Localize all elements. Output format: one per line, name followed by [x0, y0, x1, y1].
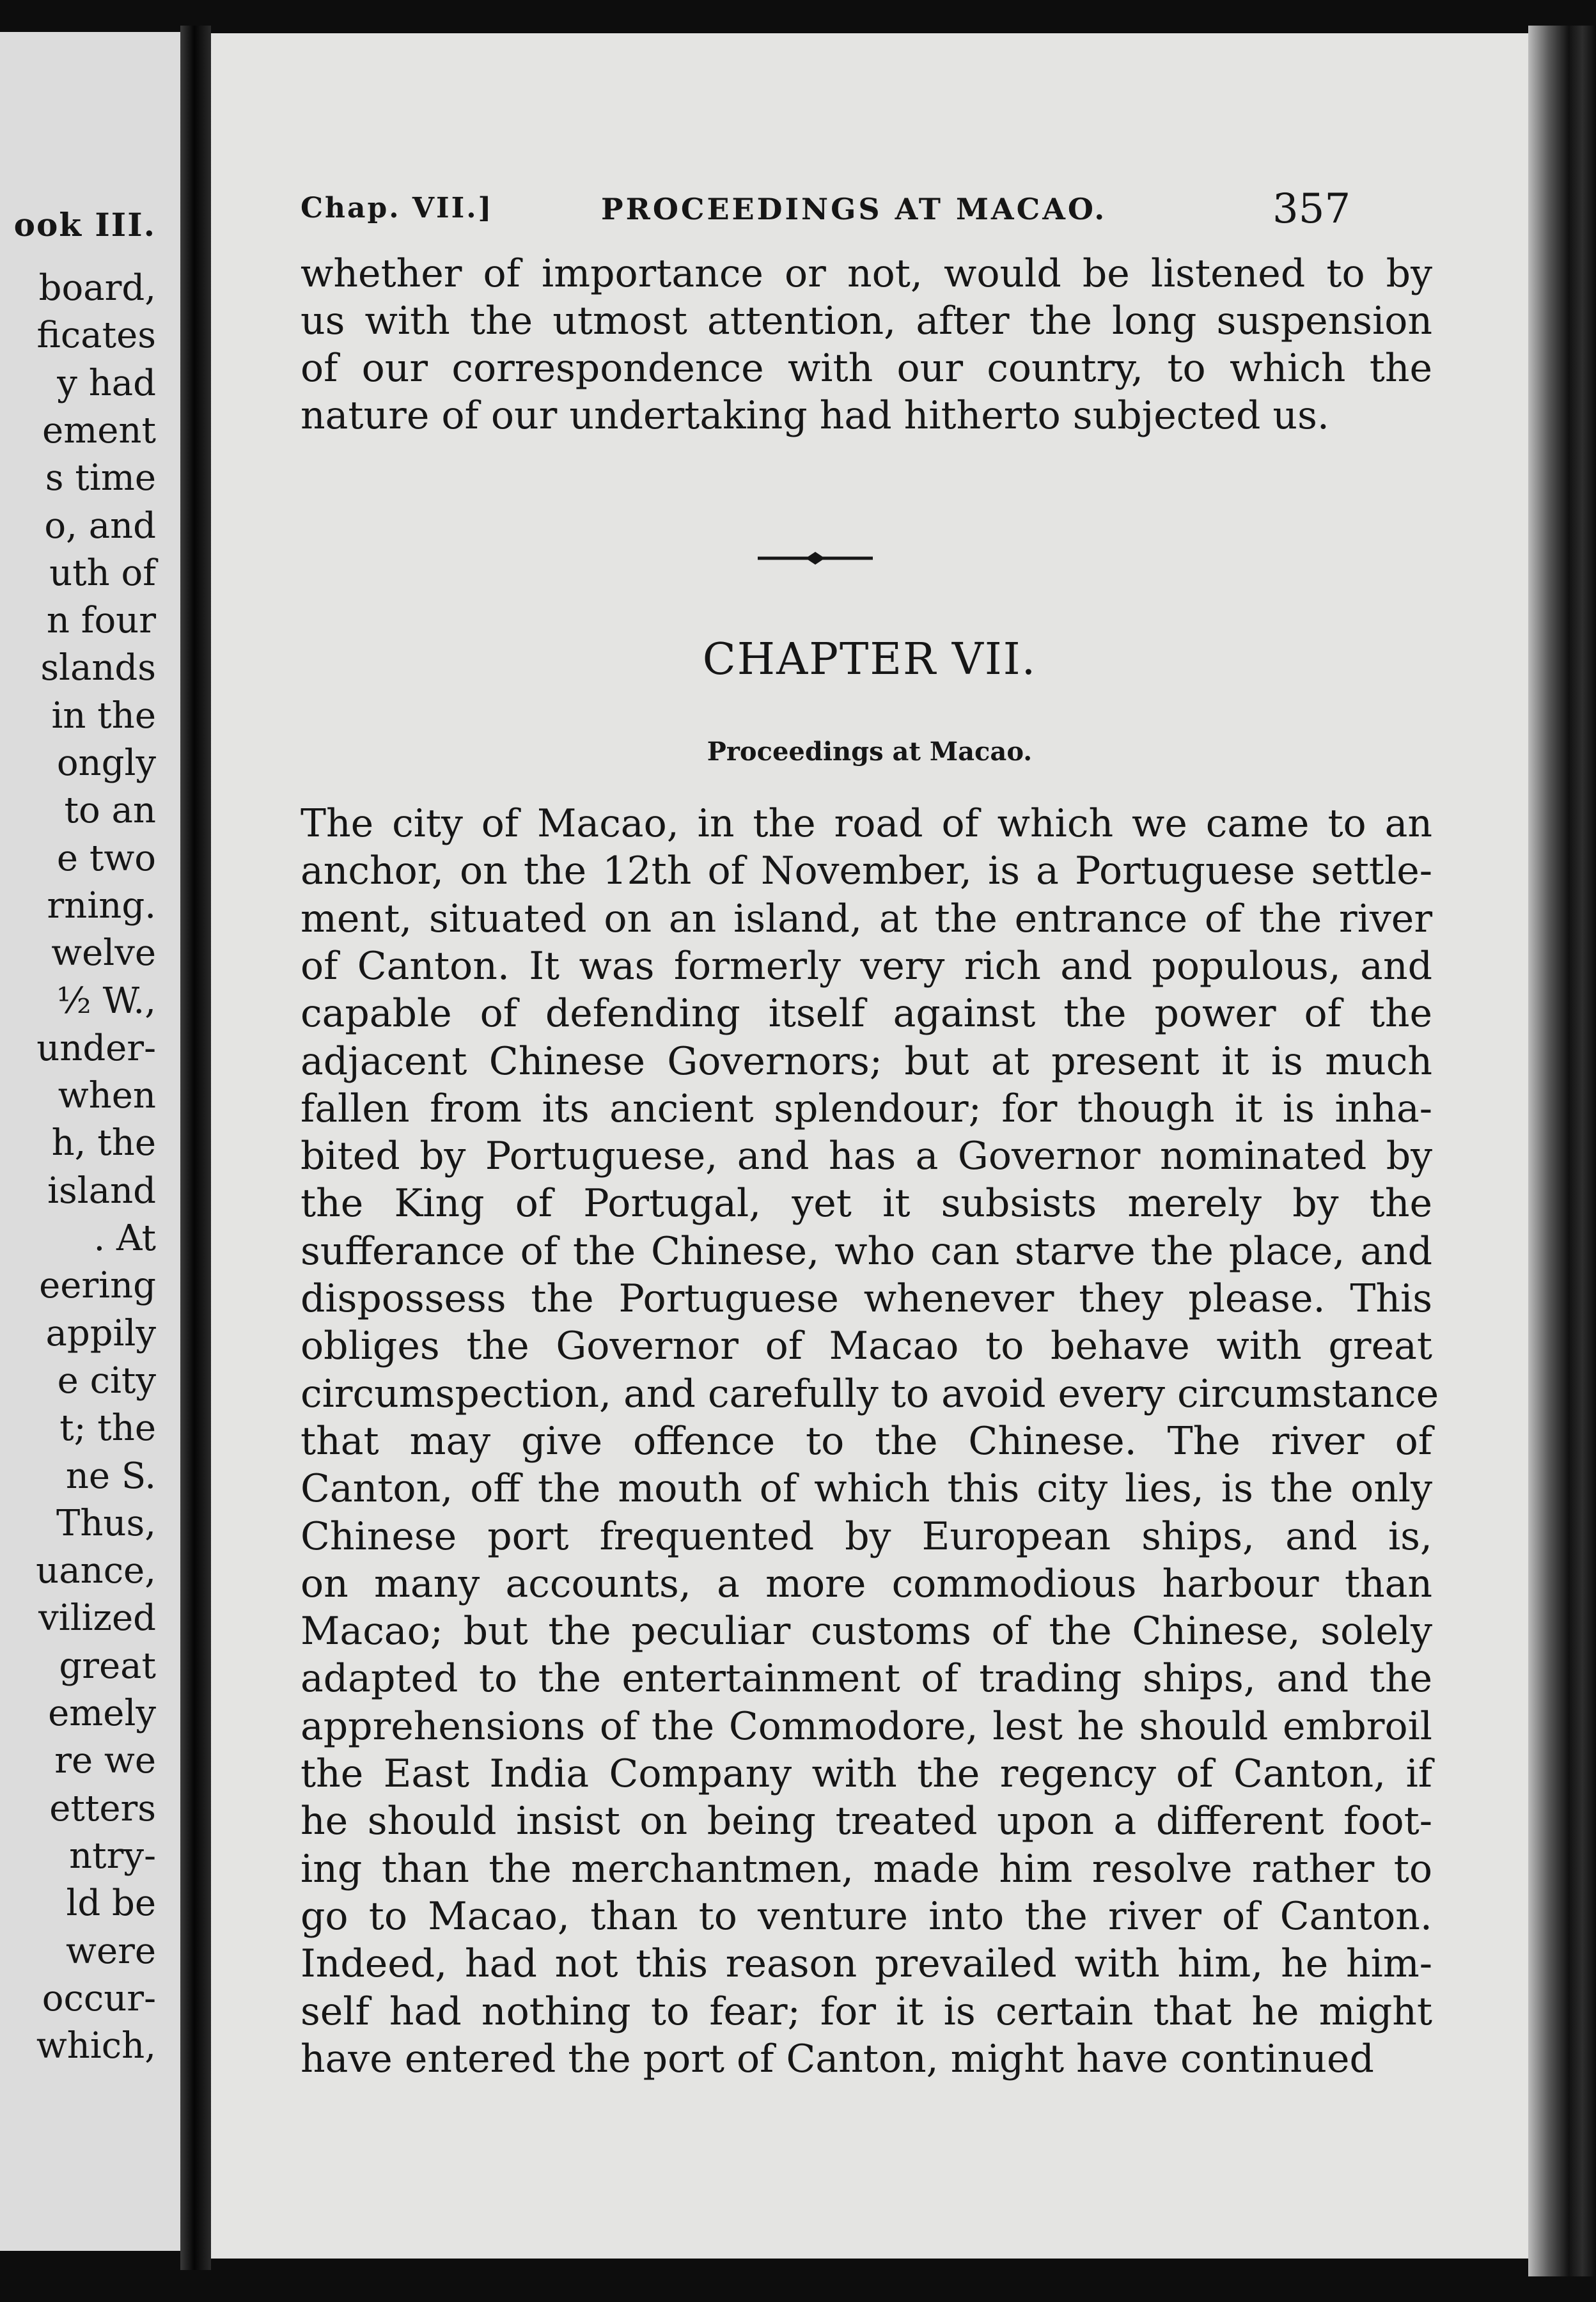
left-page-line: s time [45, 457, 156, 499]
chapter-reference: Chap. VII.] [301, 192, 494, 224]
text-line: of Canton. It was formerly very rich and populous, and [301, 943, 1432, 989]
left-page-line: n four [46, 600, 156, 642]
left-page-line: e two [56, 837, 156, 879]
text-line: circumspection, and carefully to avoid every circumstance [301, 1371, 1439, 1416]
left-page-line: e city [57, 1359, 156, 1402]
text-line: obliges the Governor of Macao to behave with great [301, 1324, 1432, 1369]
left-page-line: uth of [49, 552, 156, 594]
text-line: capable of defending itself against the power of the [301, 991, 1432, 1037]
left-page-line: . At [93, 1218, 156, 1259]
left-page-line: y had [57, 362, 156, 404]
text-line: nature of our undertaking had hitherto subjected us. [301, 393, 1329, 438]
left-page-line: in the [51, 694, 156, 737]
text-line: Macao; but the peculiar customs of the Chinese, solely [301, 1609, 1432, 1654]
text-line: he should insist on being treated upon a different foot- [301, 1799, 1432, 1844]
text-line: Chinese port frequented by European ships, and is, [301, 1514, 1432, 1559]
text-line: have entered the port of Canton, might have continued [301, 2036, 1374, 2081]
text-line: adapted to the entertainment of trading ships, and the [301, 1656, 1432, 1702]
left-page-line: re we [54, 1740, 156, 1782]
left-page-line: great [59, 1645, 156, 1687]
chapter-heading: CHAPTER VII. [702, 634, 1037, 685]
text-line: self had nothing to fear; for it is certain that he might [301, 1989, 1432, 2034]
left-page-line: ongly [56, 742, 156, 784]
left-page-line: rning. [47, 884, 156, 927]
text-line: ing than the merchantmen, made him resolve rather to [301, 1846, 1432, 1891]
text-line: The city of Macao, in the road of which we came to an [301, 801, 1432, 846]
text-line: that may give offence to the Chinese. The river of [301, 1418, 1432, 1464]
book-gutter [180, 26, 211, 2270]
text-line: ment, situated on an island, at the entrance of the river [301, 896, 1432, 941]
left-page-header: ook III. [13, 206, 156, 244]
left-page-line: uance, [36, 1550, 156, 1592]
running-header [211, 185, 1528, 237]
text-line: go to Macao, than to venture into the river of Canton. [301, 1893, 1432, 1939]
left-page-line: vilized [38, 1597, 156, 1640]
left-page-line: slands [40, 647, 156, 689]
left-page-line: were [66, 1930, 156, 1972]
left-page-line: which, [36, 2025, 156, 2067]
text-line: anchor, on the 12th of November, is a Portuguese settle- [301, 849, 1432, 894]
left-page-line: welve [51, 932, 156, 975]
page-number: 357 [1272, 185, 1351, 233]
text-line: dispossess the Portuguese whenever they please. This [301, 1276, 1432, 1321]
page-edge-shadow [1528, 26, 1596, 2276]
left-page-line: etters [49, 1787, 156, 1829]
text-line: on many accounts, a more commodious harbour than [301, 1561, 1432, 1606]
section-divider-ornament [758, 550, 873, 567]
text-line: bited by Portuguese, and has a Governor nominated by [301, 1134, 1432, 1179]
text-line: Canton, off the mouth of which this city lies, is the only [301, 1466, 1432, 1512]
text-line: adjacent Chinese Governors; but at present it is much [301, 1038, 1432, 1084]
left-page-line: to an [64, 790, 156, 832]
left-page-line: ficates [36, 315, 156, 357]
left-page-line: under- [36, 1027, 156, 1069]
text-line: of our correspondence with our country, to which the [301, 346, 1432, 391]
left-page-line: appily [45, 1312, 156, 1354]
book-page [211, 33, 1528, 2259]
left-page-line: ntry- [69, 1835, 156, 1877]
chapter-subtitle: Proceedings at Macao. [707, 737, 1033, 767]
left-page-line: emely [48, 1693, 156, 1734]
running-title: PROCEEDINGS AT MACAO. [601, 192, 1107, 226]
left-page-line: t; the [59, 1407, 156, 1450]
left-page-line: island [47, 1170, 156, 1212]
text-line: Indeed, had not this reason prevailed with him, he him- [301, 1941, 1432, 1987]
text-line: us with the utmost attention, after the long suspension [301, 299, 1432, 343]
left-page-line: when [58, 1075, 156, 1117]
left-page-line: o, and [44, 505, 156, 547]
left-page-line: h, the [51, 1122, 156, 1164]
left-page-line: Thus, [56, 1502, 156, 1544]
left-facing-page [0, 32, 180, 2251]
text-line: whether of importance or not, would be listened to by [301, 251, 1432, 296]
left-page-line: ½ W., [56, 980, 156, 1022]
left-page-line: eering [39, 1265, 156, 1307]
left-page-line: ne S. [65, 1455, 156, 1497]
text-line: apprehensions of the Commodore, lest he should embroil [301, 1703, 1432, 1749]
text-line: the King of Portugal, yet it subsists merely by the [301, 1181, 1432, 1226]
left-page-line: board, [38, 267, 156, 309]
left-page-line: ement [42, 409, 156, 451]
text-line: the East India Company with the regency of Canton, if [301, 1751, 1432, 1796]
left-page-line: ld be [66, 1883, 156, 1925]
text-line: sufferance of the Chinese, who can starve the place, and [301, 1228, 1432, 1274]
left-page-line: occur- [42, 1977, 156, 2019]
text-line: fallen from its ancient splendour; for though it is inha- [301, 1086, 1432, 1131]
